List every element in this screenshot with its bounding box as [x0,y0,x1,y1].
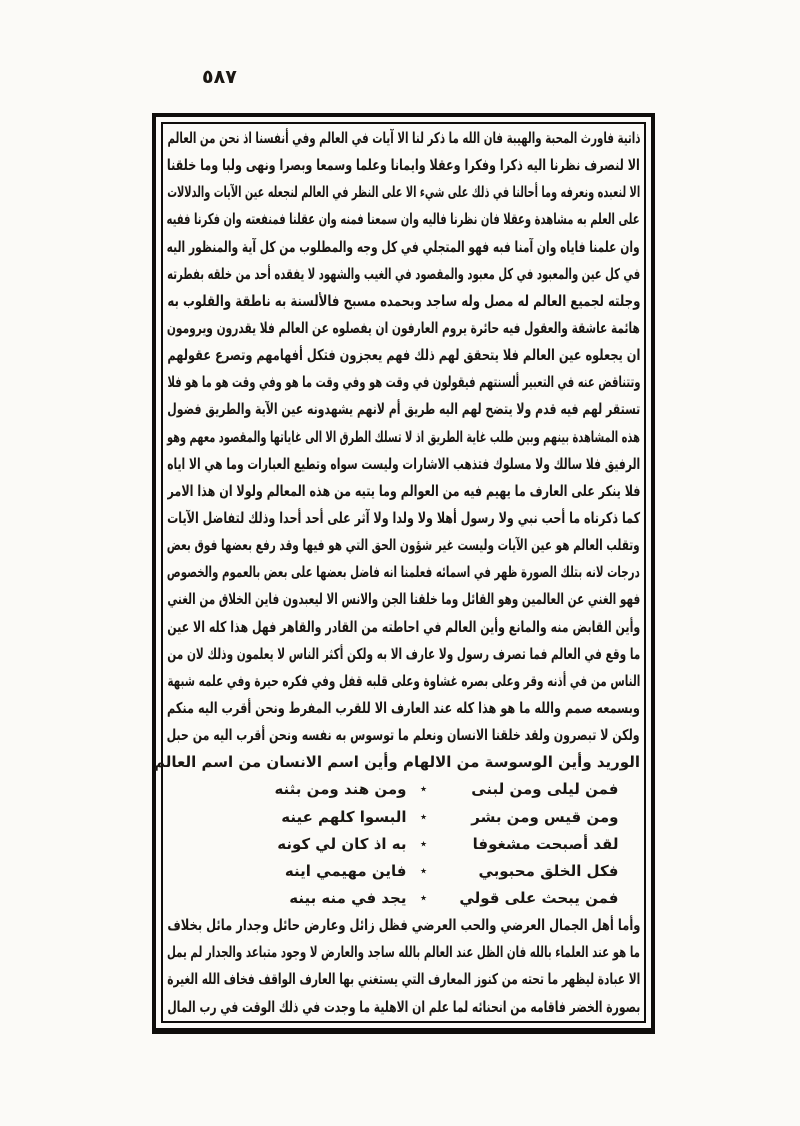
text-line [167,261,640,288]
star-separator-icon: ٭ [419,890,428,906]
text-line [167,939,640,966]
text-line [167,152,640,179]
verse-hemistich-right: ومن قيس ومن بشر [471,807,619,826]
text-line [167,695,640,722]
text-line [167,966,640,993]
text-line-content: وجلته لجميع العالم له مصل وله ساجد وبحمده مسبح فالألسنة به ناطقة والقلوب به [167,291,640,310]
star-separator-icon: ٭ [419,782,428,798]
page-border-frame [152,113,655,1034]
text-line [167,234,640,261]
verse-hemistich-right: لقد أصبحت مشغوفا [472,834,619,853]
text-line-content: على العلم به مشاهدة وعقلا فان نظرنا فاليه وان سمعنا فمنه وان عقلنا فمنفعته وان فكرنا ففيه [167,210,640,229]
verse-hemistich-left: فاين مهيمي اينه [284,861,407,880]
verse-line [187,885,660,912]
text-line-content: الوريد وأين الوسوسة من الالهام وأين اسم الانسان من اسم العالم [154,753,640,772]
text-line-content: درجات لانه بتلك الصورة ظهر في اسمائه فعلمنا انه فاضل بعضها على بعض بالعموم والخصوص [167,563,640,582]
poetry-block [167,776,640,912]
text-line [167,288,640,315]
text-line-content: وأين القابض منه والمانع وأين العالم في احاطته من القادر والقاهر فهل هذا كله الا عين [167,617,640,636]
text-line-content: وتتناقض عنه في التعبير ألسنتهم فيقولون في وقت هو وفي وقت ما هو وفي وقت هو ما هو فلا [167,373,640,392]
text-line-content: الا لنعبده ونعرفه وما أحالنا في ذلك على شيء الا على النظر في العالم لنجعله عين الآيات والدلالات [167,183,640,202]
page-border-inner-frame [154,122,646,1023]
text-line-content: ولكن لا تبصرون ولقد خلقنا الانسان ونعلم ما توسوس به نفسه ونحن أقرب اليه من حبل [167,726,640,745]
text-line [167,586,640,613]
text-line [167,668,640,695]
verse-line [187,776,660,803]
verse-hemistich-left: به اذ كان لي كونه [277,834,407,853]
text-area [154,125,640,1020]
verse-line [187,858,660,885]
text-line [167,369,640,396]
text-line-content: هائمة عاشقة والعقول فيه حائرة يروم العارفون ان يفصلوه عن العالم فلا يقدرون ويرومون [167,318,640,337]
text-line-partial [154,749,640,776]
text-line-content: وان علمنا فاياه وان آمنا فبه فهو المتجلي في كل وجه والمطلوب من كل آية والمنظور اليه [167,237,640,256]
text-line-content: كما ذكرناه ما أحب نبي ولا رسول أهلا ولا ولدا ولا آثر على أحد أحدا وذلك لتفاضل الآيات [167,508,640,527]
text-line-content: ذاتية فاورث المحبة والهيبة فان الله ما ذكر لنا الا آيات في العالم وفي أنفسنا اذ نحن من العالم [167,129,640,147]
text-line [167,315,640,342]
text-line [167,505,640,532]
text-line-content: الناس من في أذنه وقر وعلى بصره غشاوة وعلى قلبه قفل وفي فكره حيرة وفي علمه شبهة [167,671,640,690]
text-line [167,559,640,586]
text-line [167,912,640,939]
star-separator-icon: ٭ [419,863,428,879]
text-line [167,125,640,152]
star-separator-icon: ٭ [419,836,428,852]
verse-hemistich-left: البسوا كلهم عينه [281,807,407,826]
text-line [167,614,640,641]
text-line-content: فلا ينكر على العارف ما يهيم فيه من العوالم وما يتيه من هذه المعالم ولولا ان هذا الامر [167,481,640,500]
text-line-content: وبسمعه صمم والله ما هو هذا كله عند العارف الا للقرب المفرط ونحن أقرب اليه منكم [167,698,640,717]
footer-text-block [167,912,640,1021]
text-line-content: تستقر لهم فيه قدم ولا يتضح لهم اليه طريق أم لانهم يشهدونه عين الآية والطريق فضول [167,400,640,419]
verse-hemistich-right: فكل الخلق محبوبي [478,861,619,880]
text-line [167,994,640,1021]
text-line-content: وأما أهل الجمال العرضي والحب العرضي فظل زائل وعارض حائل وجدار مائل بخلاف [167,916,640,935]
text-line-content: ما هو عند العلماء بالله فان الظل عند العالم بالله ساجد والعارض لا وجود متباعد والجدار لم يمل [167,943,640,962]
page-number: ٥٨٧ [202,66,237,88]
text-line [167,478,640,505]
text-line [167,722,640,749]
text-line [167,396,640,423]
text-line-content: ما وقع في العالم فما تصرف رسول ولا عارف الا به ولكن أكثر الناس لا يعلمون وذلك لان من [167,644,640,663]
text-line-content: وتقلب العالم هو عين الآيات وليست غير شؤون الحق التي هو فيها وقد رفع بعضها فوق بعض [167,536,640,555]
verse-line [187,831,660,858]
text-line [167,641,640,668]
verse-hemistich-right: فمن ليلى ومن لبنى [471,780,619,799]
text-line-content: في كل عين والمعبود في كل معبود والمقصود في الغيب والشهود لا يفقده أحد من خلقه بفطرته [167,264,640,283]
star-separator-icon: ٭ [419,809,428,825]
text-line-content: هذه المشاهدة بينهم وبين طلب غاية الطريق اذ لا تسلك الطرق الا الى غاياتها والمقصود معهم وهو [167,427,640,446]
verse-line [187,804,660,831]
text-line-content: الا عبادة ليظهر ما تحته من كنوز المعارف التي يستغني بها العارف الواقف فخاف الله الغيرة [167,970,640,989]
text-line [167,342,640,369]
verse-hemistich-left: يجد في منه بينه [289,888,407,907]
text-line-content: الا لنصرف نظرنا اليه ذكرا وفكرا وعقلا وايمانا وعلما وسمعا وبصرا ونهى ولبا وما خلقنا [167,156,640,175]
text-line-content: ان يجعلوه عين العالم فلا يتحقق لهم ذلك فهم يعجزون فتكل أفهامهم وتصرع عقولهم [167,346,640,365]
text-line [167,451,640,478]
text-line-content: بصورة الخضر فاقامه من انحنائه لما علم ان الاهلية ما وجدت في ذلك الوقت في رب المال [167,997,640,1016]
text-line-content: الرفيق فلا سالك ولا مسلوك فتذهب الاشارات وليست سواه وتطيع العبارات وما هي الا اياه [167,454,640,473]
text-line [167,532,640,559]
text-line [167,424,640,451]
main-text-block [154,125,640,776]
text-line [167,206,640,233]
verse-hemistich-right: فمن يبحث على قولي [459,888,619,907]
text-line-content: فهو الغني عن العالمين وهو القائل وما خلقنا الجن والانس الا ليعبدون فاين الخلاق من الغني [167,590,640,609]
verse-hemistich-left: ومن هند ومن بثنه [274,780,407,799]
text-line [167,179,640,206]
